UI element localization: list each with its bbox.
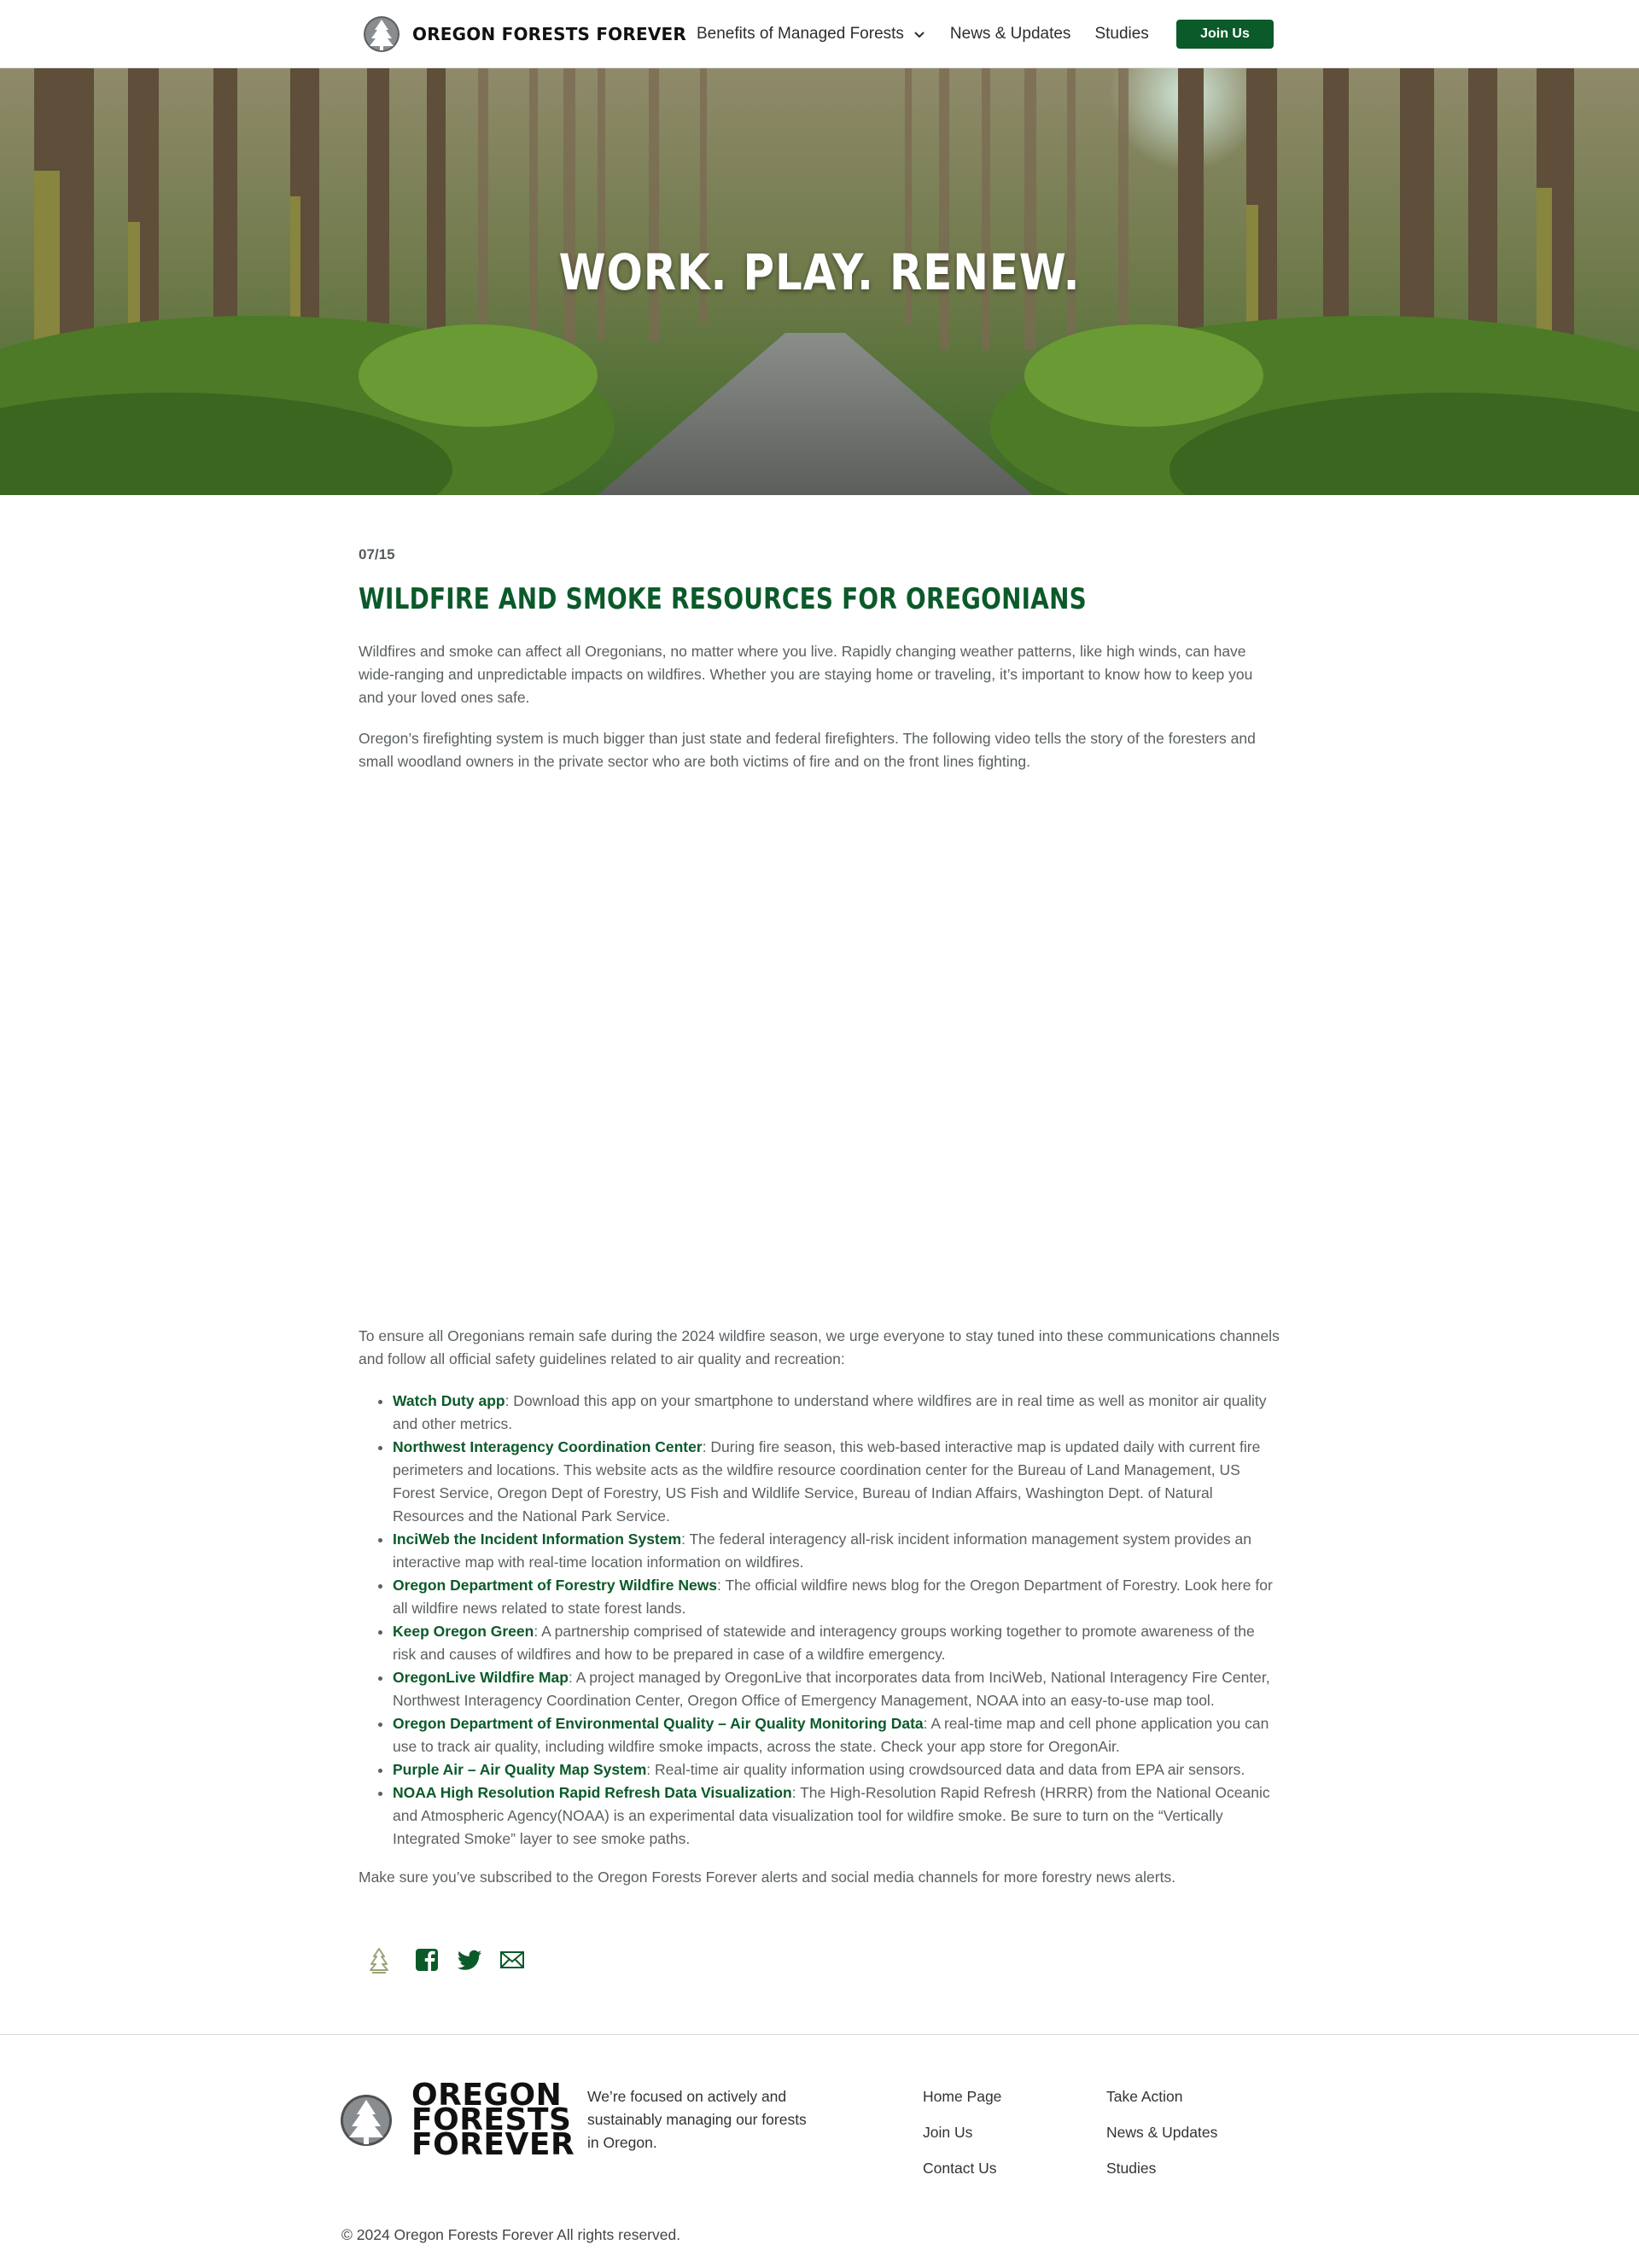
list-item — [393, 1781, 1280, 1851]
resource-link[interactable]: Keep Oregon Green — [393, 1623, 534, 1640]
footer-divider — [0, 2034, 1639, 2035]
resource-description: : The federal interagency all-risk incident information management system provides an interactive map with real-time location information on wildfires. — [393, 1530, 1251, 1571]
facebook-icon[interactable] — [413, 1946, 440, 1974]
email-icon[interactable] — [499, 1946, 526, 1974]
footer-logo[interactable] — [340, 2078, 575, 2162]
footer-link-join-us[interactable]: Join Us — [923, 2124, 973, 2141]
resource-link[interactable]: Oregon Department of Environmental Quality – Air Quality Monitoring Data — [393, 1715, 924, 1732]
brand-home-link[interactable] — [363, 15, 686, 53]
tree-logo-icon — [363, 15, 400, 53]
nav-studies[interactable]: Studies — [1094, 25, 1149, 43]
list-item — [393, 1390, 1280, 1436]
footer-wordmark — [411, 2078, 575, 2162]
video-intro-paragraph: Oregon’s firefighting system is much bigger than just state and federal firefighters. The following video tells the story of the foresters and small woodland owners in the private sector who are both victims of fire and on the front lines fighting. — [359, 730, 1256, 770]
resource-description: : A partnership comprised of statewide and interagency groups working together to promote awareness of the risk and causes of wildfires and how to be prepared in case of a wildfire emergency. — [393, 1623, 1255, 1663]
resource-link[interactable]: Oregon Department of Forestry Wildfire News — [393, 1577, 718, 1594]
footer-link-take-action[interactable]: Take Action — [1106, 2088, 1183, 2105]
resource-description: : Real-time air quality information using crowdsourced data and data from EPA air sensors. — [646, 1761, 1245, 1778]
list-item — [393, 1758, 1280, 1781]
resource-description: : A real-time map and cell phone application you can use to track air quality, including wildfire smoke impacts, across the state. Check your app store for OregonAir. — [393, 1715, 1269, 1755]
list-item — [393, 1620, 1280, 1666]
footer-link-contact-us[interactable]: Contact Us — [923, 2160, 997, 2177]
resource-description: : The official wildfire news blog for the Oregon Department of Forestry. Look here for all wildfire news related to state forest lands. — [393, 1577, 1273, 1617]
intro-paragraph: Wildfires and smoke can affect all Oregonians, no matter where you live. Rapidly changing weather patterns, like high winds, can have wide-ranging and unpredictable impacts on wildfires. Whether you are staying home or traveling, it’s important to know how to keep you and your loved ones safe. — [359, 643, 1253, 706]
list-item — [393, 1666, 1280, 1712]
safety-paragraph: To ensure all Oregonians remain safe during the 2024 wildfire season, we urge everyone to stay tuned into these communications channels and follow all official safety guidelines related to air quality and recreation: — [359, 1327, 1280, 1367]
list-item — [393, 1528, 1280, 1574]
footer-link-news-updates[interactable]: News & Updates — [1106, 2124, 1218, 2141]
list-item — [393, 1436, 1280, 1528]
footer-links-col-1 — [923, 2088, 1001, 2195]
resource-list — [393, 1390, 1280, 1851]
subscribe-paragraph: Make sure you’ve subscribed to the Oregon Forests Forever alerts and social media channels for more forestry news alerts. — [359, 1869, 1176, 1886]
hero-banner — [0, 68, 1639, 495]
brand-name: OREGON FORESTS FOREVER — [412, 24, 686, 44]
article — [359, 546, 1280, 1886]
nav-benefits-of-managed-forests[interactable] — [697, 25, 926, 44]
video-embed-area[interactable] — [359, 794, 1280, 1340]
twitter-icon[interactable] — [456, 1946, 483, 1974]
tree-logo-icon — [340, 2094, 393, 2147]
footer-link-home-page[interactable]: Home Page — [923, 2088, 1002, 2105]
chevron-down-icon — [913, 27, 926, 41]
footer-link-studies[interactable]: Studies — [1106, 2160, 1157, 2177]
resource-description: : A project managed by OregonLive that incorporates data from InciWeb, National Interagency Fire Center, Northwest Interagency Coordination Center, Oregon Office of Emergency Management, NOAA into an easy-to-use map tool. — [393, 1669, 1270, 1709]
resource-link[interactable]: Northwest Interagency Coordination Center — [393, 1438, 703, 1455]
nav-news-updates[interactable]: News & Updates — [949, 25, 1071, 43]
tree-icon — [365, 1946, 393, 1974]
copyright: © 2024 Oregon Forests Forever All rights reserved. — [341, 2226, 681, 2243]
resource-description: : Download this app on your smartphone to understand where wildfires are in real time as well as monitor air quality and other metrics. — [393, 1392, 1267, 1432]
main-nav — [697, 19, 1173, 50]
join-us-button[interactable]: Join Us — [1176, 20, 1274, 49]
resource-link[interactable]: InciWeb the Incident Information System — [393, 1530, 682, 1548]
site-header — [0, 0, 1639, 68]
list-item — [393, 1712, 1280, 1758]
resource-link[interactable]: NOAA High Resolution Rapid Refresh Data Visualization — [393, 1784, 792, 1801]
footer-tagline: We’re focused on actively and sustainably managing our forests in Oregon. — [587, 2088, 807, 2151]
list-item — [393, 1574, 1280, 1620]
nav-benefits-label: Benefits of Managed Forests — [697, 25, 904, 43]
resource-link[interactable]: Watch Duty app — [393, 1392, 505, 1409]
footer-wordmark-line: FOREVER — [411, 2127, 575, 2162]
hero-title: WORK. PLAY. RENEW. — [558, 243, 1081, 301]
resource-description: : The High-Resolution Rapid Refresh (HRRR) from the National Oceanic and Atmospheric Agency(NOAA) is an experimental data visualization tool for wildfire smoke. Be sure to turn on the “Vertically Integrated Smoke” layer to see smoke paths. — [393, 1784, 1270, 1847]
post-date: 07/15 — [359, 546, 395, 563]
footer-links-col-2 — [1106, 2088, 1217, 2195]
post-title: WILDFIRE AND SMOKE RESOURCES FOR OREGONIANS — [359, 582, 1088, 616]
resource-link[interactable]: Purple Air – Air Quality Map System — [393, 1761, 647, 1778]
share-bar — [365, 1946, 541, 1974]
resource-link[interactable]: OregonLive Wildfire Map — [393, 1669, 569, 1686]
footer-wordmark-line: FORESTS — [411, 2102, 572, 2137]
footer-wordmark-line: OREGON — [411, 2078, 563, 2113]
resource-description: : During fire season, this web-based interactive map is updated daily with current fire perimeters and locations. This website acts as the wildfire resource coordination center for the Bureau of Land Management, US Forest Service, Oregon Dept of Forestry, US Fish and Wildlife Service, Bureau of Indian Affairs, Washington Dept. of Natural Resources and the National Park Service. — [393, 1438, 1261, 1525]
